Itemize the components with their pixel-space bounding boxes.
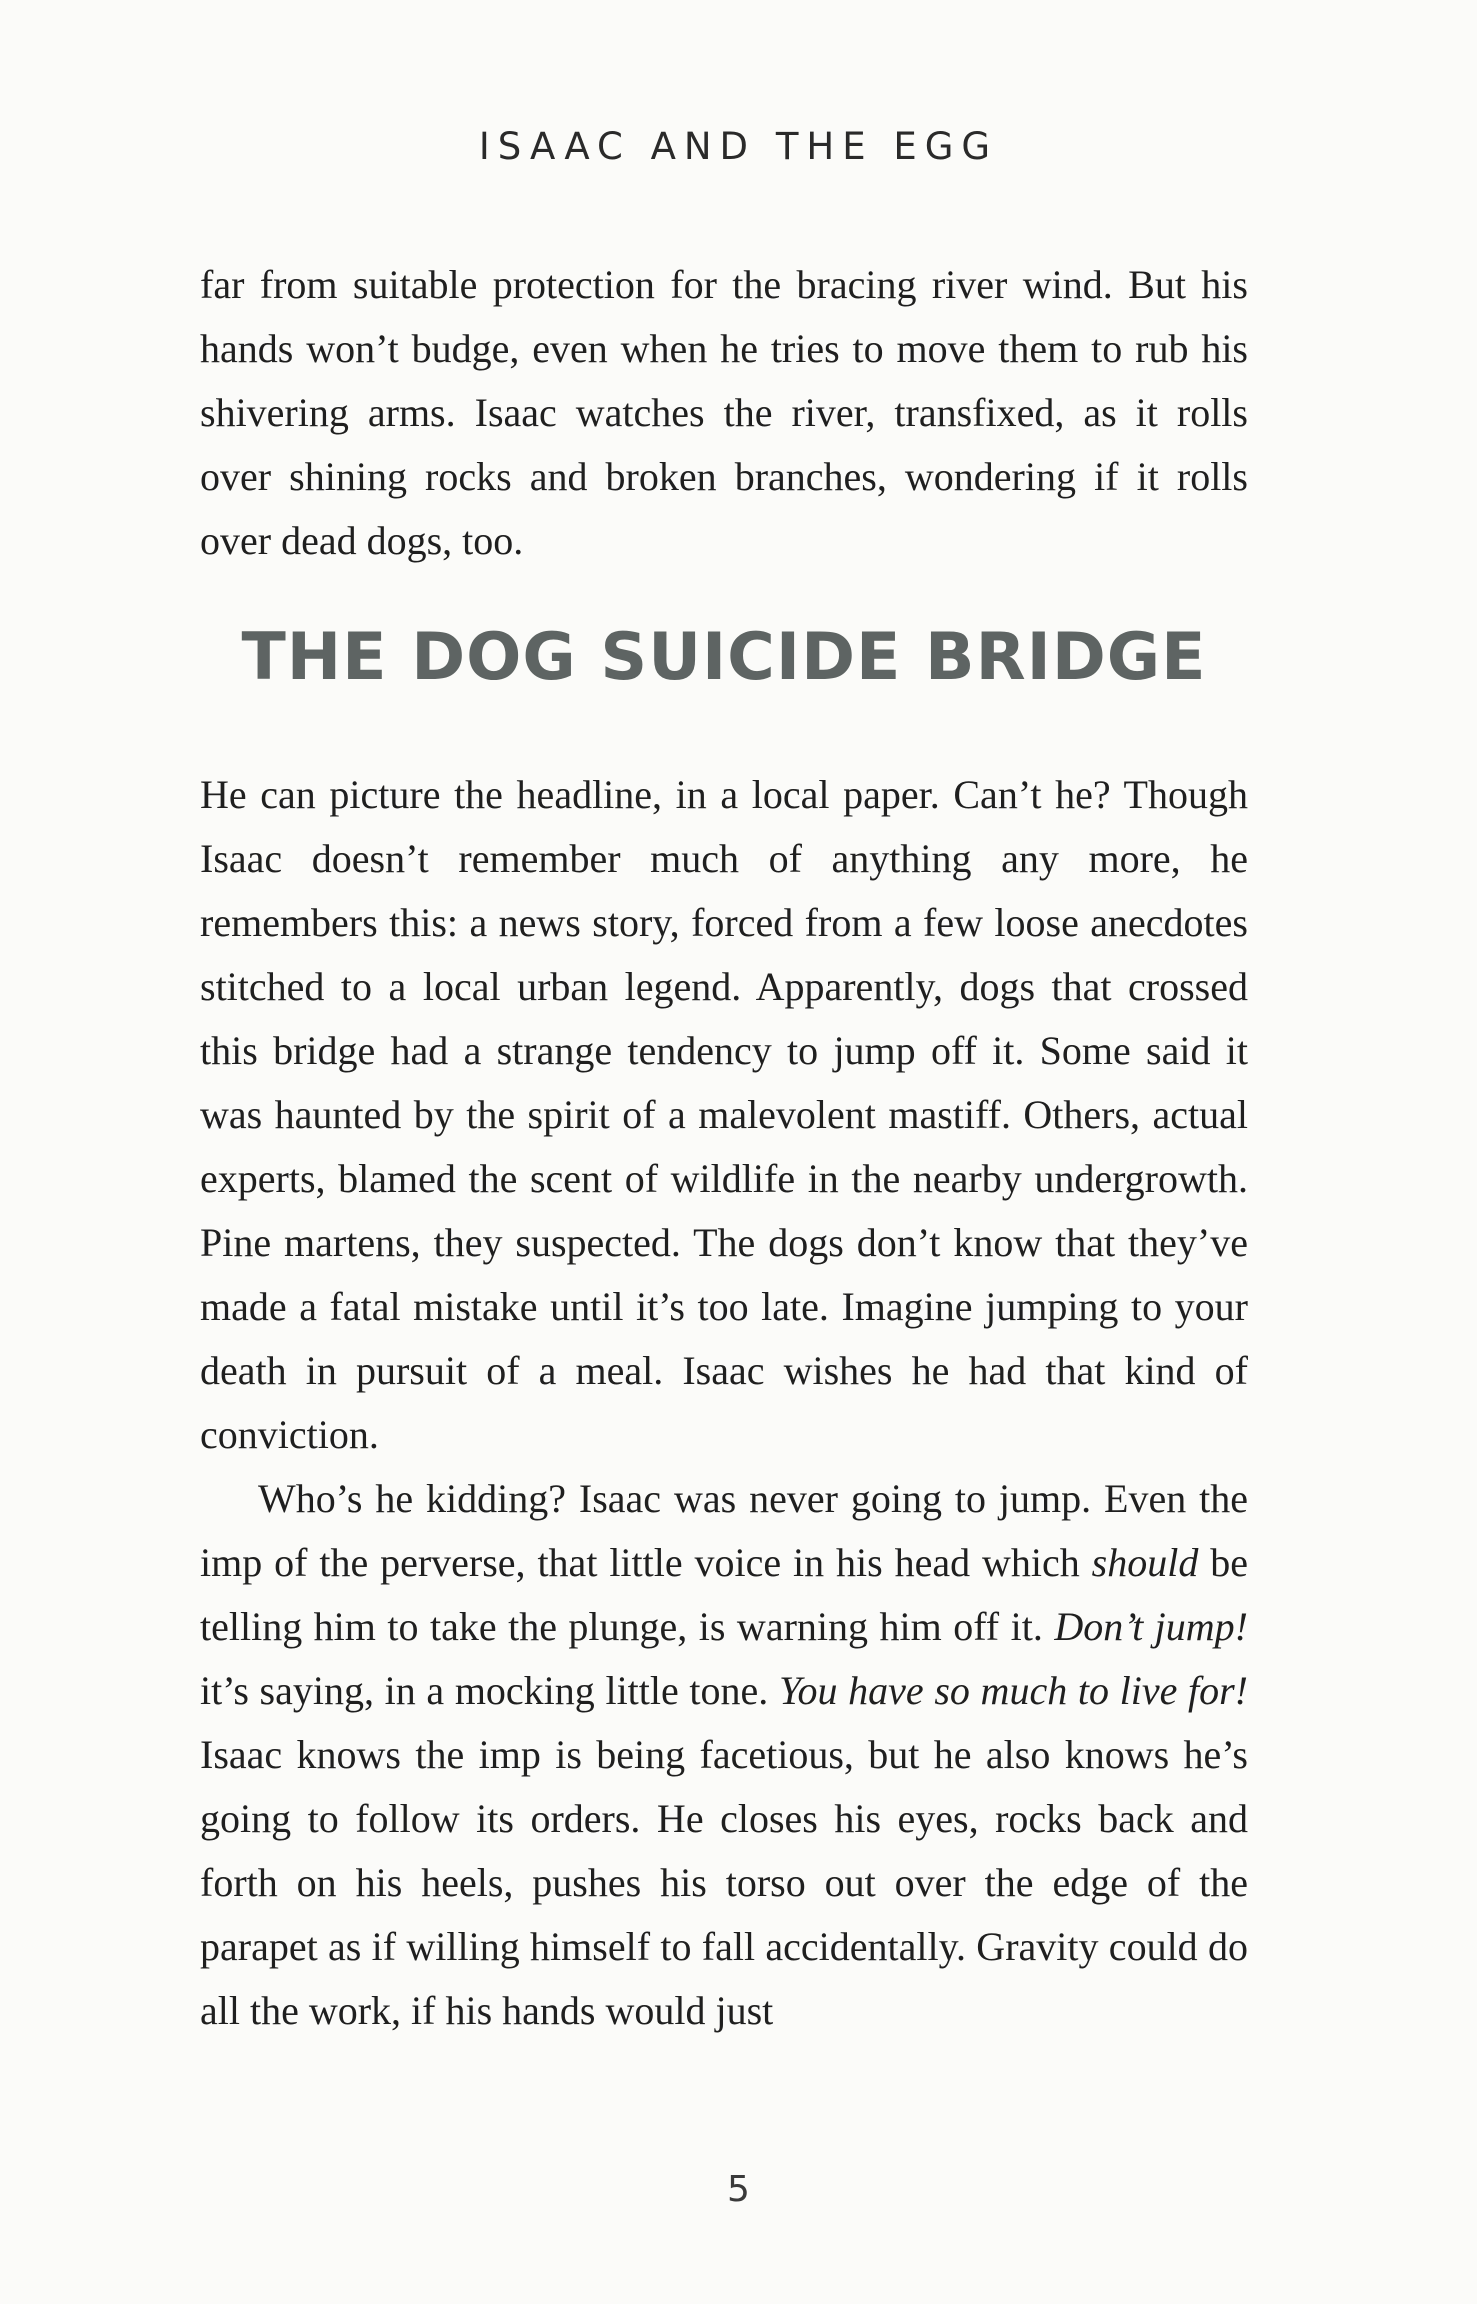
- body-text-block: [200, 763, 1248, 2043]
- opening-text-block: [200, 253, 1248, 573]
- paragraph-text: Isaac knows the imp is being facetious, but he also knows he’s going to follow its orders. He closes his eyes, rocks back and forth on his heels, pushes his torso out over the edge of the parapet as if willing himself to fall accidentally. Gravity could do all the work, if his hands would just: [200, 1732, 1248, 2033]
- italic-text: You have so much to live for!: [778, 1668, 1249, 1713]
- paragraph-text: be telling him to take the plunge, is warning him off it.: [200, 1540, 1248, 1649]
- running-head: ISAAC AND THE EGG: [478, 125, 999, 168]
- italic-text: Don’t jump!: [1054, 1604, 1248, 1649]
- body-paragraph: [200, 1467, 1248, 2043]
- paragraph-text: Who’s he kidding? Isaac was never going to jump. Even the imp of the perverse, that little voice in his head which: [200, 1476, 1248, 1585]
- page-number: 5: [727, 2169, 750, 2210]
- opening-paragraph: far from suitable protection for the bracing river wind. But his hands won’t budge, even when he tries to move them to rub his shivering arms. Isaac watches the river, transfixed, as it rolls over shining rocks and broken branches, wondering if it rolls over dead dogs, too.: [200, 262, 1248, 563]
- section-heading: THE DOG SUICIDE BRIDGE: [241, 620, 1207, 695]
- body-paragraph: He can picture the headline, in a local paper. Can’t he? Though Isaac doesn’t remember much of anything any more, he remembers this: a news story, forced from a few loose anecdotes stitched to a local urban legend. Apparently, dogs that crossed this bridge had a strange tendency to jump off it. Some said it was haunted by the spirit of a malevolent mastiff. Others, actual experts, blamed the scent of wildlife in the nearby undergrowth. Pine martens, they suspected. The dogs don’t know that they’ve made a fatal mistake until it’s too late. Imagine jumping to your death in pursuit of a meal. Isaac wishes he had that kind of conviction.: [200, 772, 1248, 1457]
- paragraph-text: it’s saying, in a mocking little tone.: [200, 1668, 779, 1713]
- italic-text: should: [1091, 1540, 1199, 1585]
